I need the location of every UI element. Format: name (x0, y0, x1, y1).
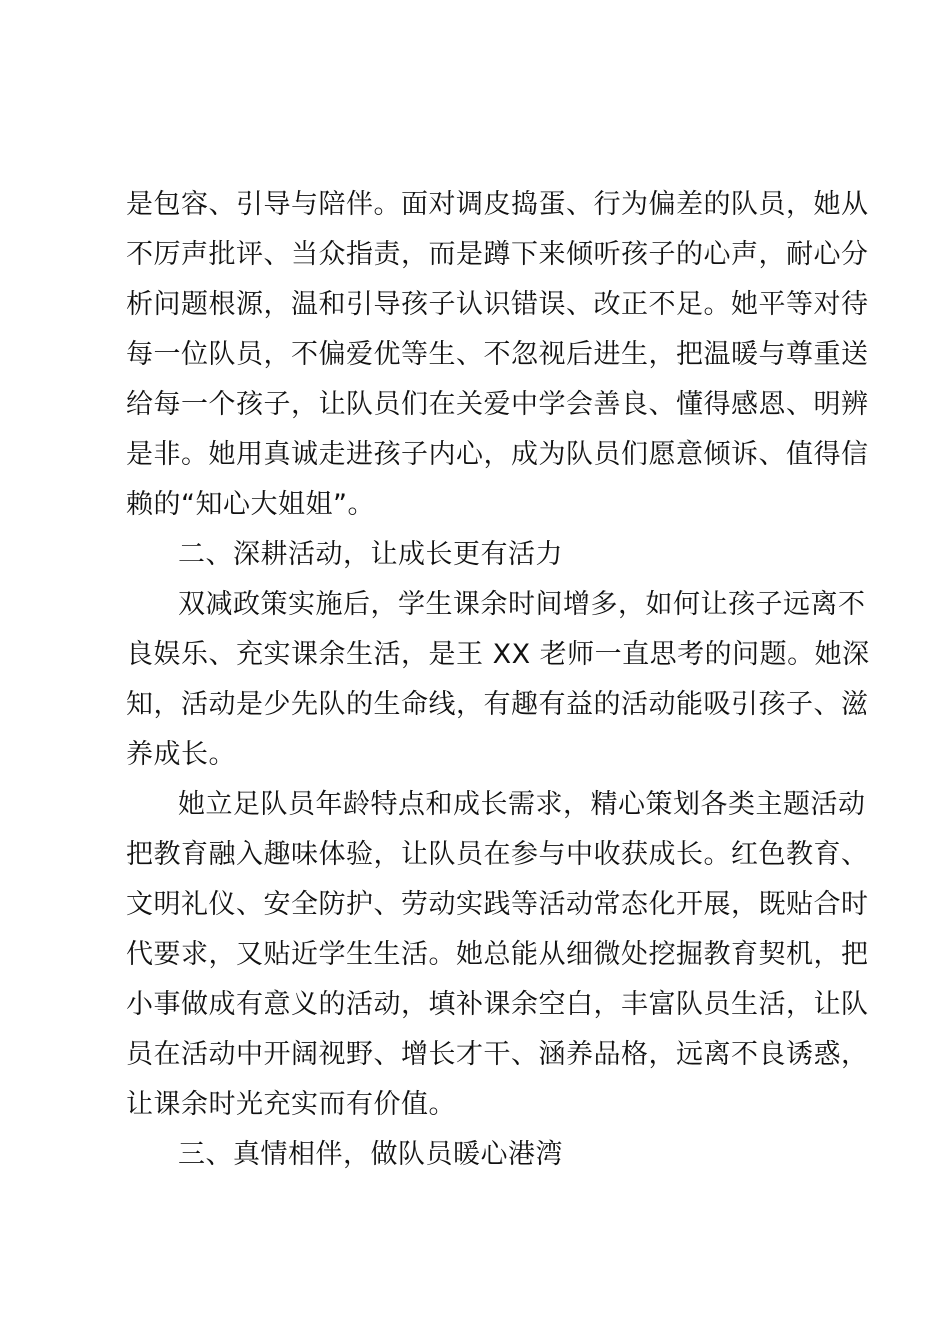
paragraph-line: 双减政策实施后，学生课余时间增多，如何让孩子远离不 (178, 589, 866, 620)
section-heading: 三、真情相伴，做队员暖心港湾 (178, 1139, 563, 1170)
paragraph-line: 每一位队员，不偏爱优等生、不忽视后进生，把温暖与尊重送 (126, 339, 869, 370)
paragraph-line: 文明礼仪、安全防护、劳动实践等活动常态化开展，既贴合时 (126, 889, 869, 920)
paragraph-line: 代要求，又贴近学生生活。她总能从细微处挖掘教育契机，把 (126, 939, 869, 970)
paragraph-line: 小事做成有意义的活动，填补课余空白，丰富队员生活，让队 (126, 989, 869, 1020)
paragraph-line: 不厉声批评、当众指责，而是蹲下来倾听孩子的心声，耐心分 (126, 239, 869, 270)
paragraph-line: 析问题根源，温和引导孩子认识错误、改正不足。她平等对待 (126, 289, 869, 320)
paragraph-line: 赖的“知心大姐姐”。 (126, 489, 375, 520)
paragraph-line: 良娱乐、充实课余生活，是王 XX 老师一直思考的问题。她深 (126, 639, 870, 670)
paragraph-line: 是非。她用真诚走进孩子内心，成为队员们愿意倾诉、值得信 (126, 439, 869, 470)
paragraph-line: 给每一个孩子，让队员们在关爱中学会善良、懂得感恩、明辨 (126, 389, 869, 420)
paragraph-line: 她立足队员年龄特点和成长需求，精心策划各类主题活动 (178, 789, 866, 820)
paragraph-line: 是包容、引导与陪伴。面对调皮捣蛋、行为偏差的队员，她从 (126, 189, 869, 220)
paragraph-line: 让课余时光充实而有价值。 (126, 1089, 456, 1120)
paragraph-line: 员在活动中开阔视野、增长才干、涵养品格，远离不良诱惑， (126, 1039, 869, 1070)
paragraph-line: 知，活动是少先队的生命线，有趣有益的活动能吸引孩子、滋 (126, 689, 869, 720)
section-heading: 二、深耕活动，让成长更有活力 (178, 539, 563, 570)
paragraph-line: 把教育融入趣味体验，让队员在参与中收获成长。红色教育、 (126, 839, 869, 870)
paragraph-line: 养成长。 (126, 739, 236, 770)
